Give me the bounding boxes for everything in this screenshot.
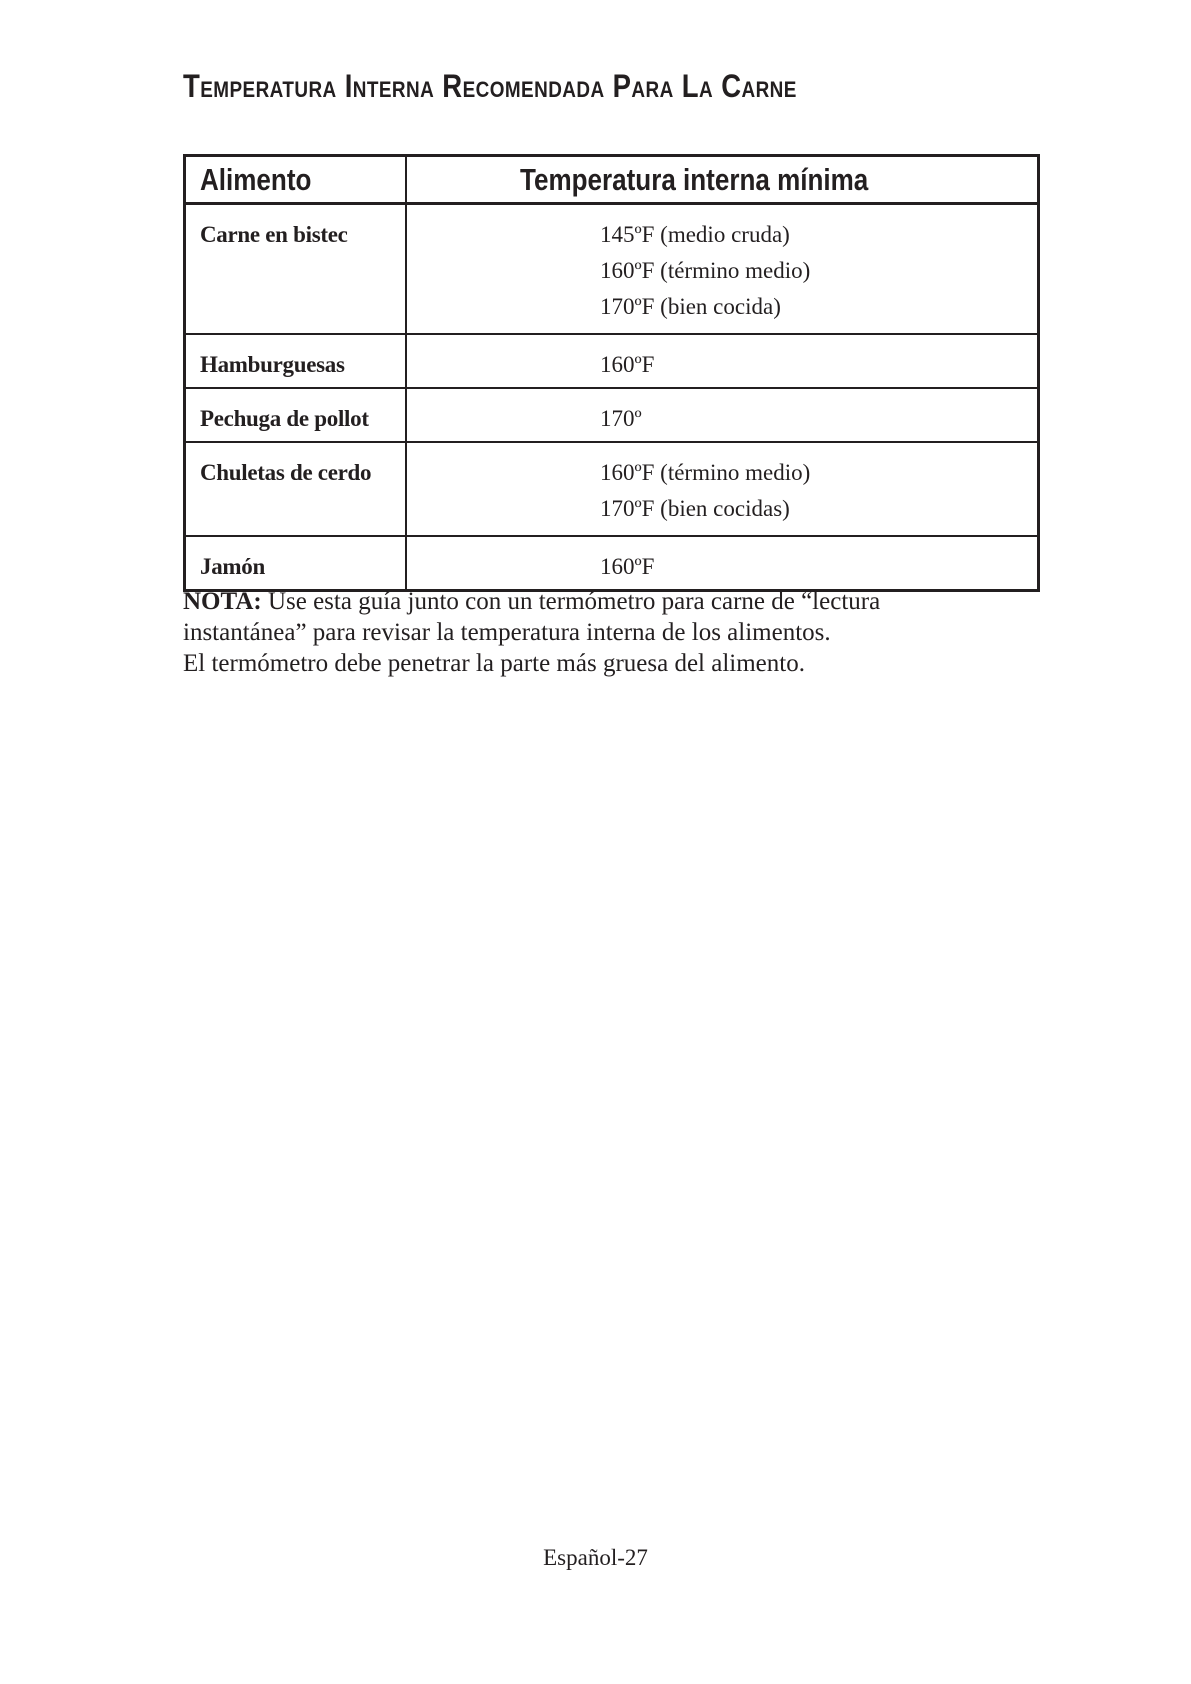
food-cell: Pechuga de pollot <box>185 388 407 442</box>
temperature-value: 170ºF (bien cocida) <box>600 294 781 319</box>
page-number: Español-27 <box>543 1545 648 1570</box>
header-food: Alimento <box>185 156 407 204</box>
table-row <box>185 536 1039 591</box>
temperature-table <box>183 154 1040 592</box>
temperature-value: 160ºF (término medio) <box>600 460 811 485</box>
food-cell: Carne en bistec <box>185 204 407 335</box>
food-cell: Hamburguesas <box>185 334 407 388</box>
temperature-value: 170º <box>600 406 642 431</box>
temperature-cell <box>406 442 1039 536</box>
header-temperature: Temperatura interna mínima <box>406 156 1039 204</box>
table-row <box>185 334 1039 388</box>
note-paragraph <box>183 586 1063 679</box>
note-text-line-2: instantánea” para revisar la temperatura interna de los alimentos. <box>183 619 831 646</box>
note-text-line-1: Use esta guía junto con un termómetro para carne de “lectura <box>261 588 881 615</box>
table-row <box>185 388 1039 442</box>
temperature-value: 145ºF (medio cruda) <box>600 222 790 247</box>
page-title: Temperatura Interna Recomendada Para La Carne <box>183 68 797 104</box>
temperature-value: 160ºF <box>600 352 655 377</box>
note-text-line-3: El termómetro debe penetrar la parte más gruesa del alimento. <box>183 650 805 677</box>
temperature-cell <box>406 204 1039 335</box>
temperature-value: 160ºF <box>600 554 655 579</box>
food-cell: Chuletas de cerdo <box>185 442 407 536</box>
temperature-value: 170ºF (bien cocidas) <box>600 496 790 521</box>
note-label: NOTA: <box>183 588 262 615</box>
table-header-row <box>185 156 1039 204</box>
temperature-cell <box>406 334 1039 388</box>
food-cell: Jamón <box>185 536 407 591</box>
temperature-cell <box>406 388 1039 442</box>
temperature-value: 160ºF (término medio) <box>600 258 811 283</box>
table-row <box>185 204 1039 335</box>
table-row <box>185 442 1039 536</box>
temperature-cell <box>406 536 1039 591</box>
